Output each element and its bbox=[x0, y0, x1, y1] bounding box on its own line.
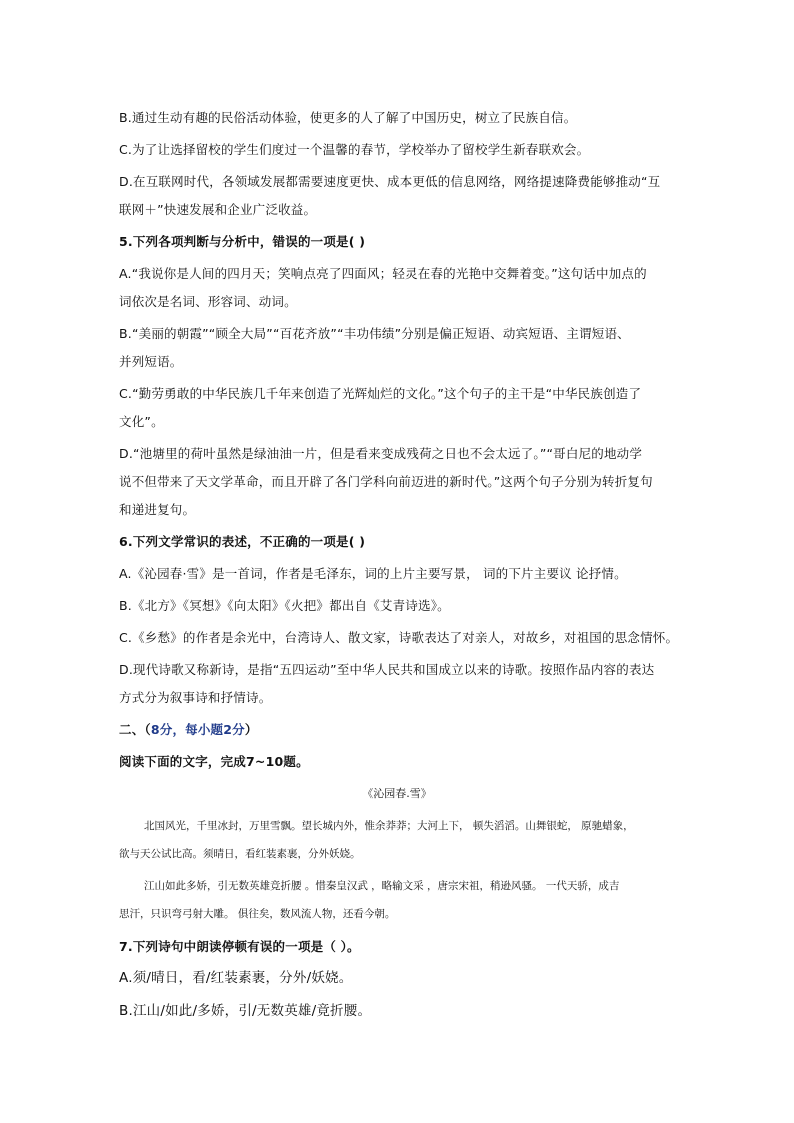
poem-stanza1-line2: 欲与天公试比高。须晴日，看红装素裹，分外妖娆。 bbox=[119, 848, 361, 860]
q5-option-d-line3: 和递进复句。 bbox=[119, 502, 196, 517]
q6-option-a: A.《沁园春·雪》是一首词，作者是毛泽东，词的上片主要写景， 词的下片主要议 论抒情。 bbox=[119, 566, 627, 581]
q5-option-d-line2: 说不但带来了天文学革命，而且开辟了各门学科向前迈进的新时代。”这两个句子分别为转折复句 bbox=[119, 474, 653, 489]
q5-option-c-line1: C.“勤劳勇敢的中华民族几千年来创造了光辉灿烂的文化。”这个句子的主干是“中华民族创造了 bbox=[119, 386, 642, 401]
section-2-score: 8分，每小题2分 bbox=[150, 722, 245, 737]
q4-option-c: C.为了让选择留校的学生们度过一个温馨的春节，学校举办了留校学生新春联欢会。 bbox=[119, 142, 590, 157]
q4-option-d-line1: D.在互联网时代，各领域发展都需要速度更快、成本更低的信息网络，网络提速降费能够推动“互 bbox=[119, 174, 661, 189]
q5-option-b-line1: B.“美丽的朝霞”“顾全大局”“百花齐放”“丰功伟绩”分别是偏正短语、动宾短语、主谓短语、 bbox=[119, 326, 630, 341]
q6-option-d-line1: D.现代诗歌又称新诗，是指“五四运动”至中华人民共和国成立以来的诗歌。按照作品内容的表达 bbox=[119, 662, 655, 677]
q5-stem: 5.下列各项判断与分析中，错误的一项是( ) bbox=[119, 234, 366, 249]
q6-stem: 6.下列文学常识的表述，不正确的一项是( ) bbox=[119, 534, 366, 549]
reading-instruction: 阅读下面的文字，完成7~10题。 bbox=[119, 754, 309, 769]
q6-option-c: C.《乡愁》的作者是余光中，台湾诗人、散文家，诗歌表达了对亲人，对故乡，对祖国的思念情怀。 bbox=[119, 630, 679, 645]
q6-option-b: B.《北方》《冥想》《向太阳》《火把》都出自《艾青诗选》。 bbox=[119, 598, 450, 613]
section-2-suffix: ） bbox=[244, 722, 258, 737]
q4-option-b: B.通过生动有趣的民俗活动体验，使更多的人了解了中国历史，树立了民族自信。 bbox=[119, 110, 577, 125]
poem-stanza2-line2: 思汗，只识弯弓射大雕。 俱往矣，数风流人物，还看今朝。 bbox=[119, 908, 396, 920]
poem-title: 《沁园春.雪》 bbox=[362, 787, 432, 800]
q5-option-b-line2: 并列短语。 bbox=[119, 354, 183, 369]
section-2-heading bbox=[119, 722, 258, 738]
q5-option-c-line2: 文化”。 bbox=[119, 414, 164, 429]
q5-option-a-line1: A.“我说你是人间的四月天；笑响点亮了四面风；轻灵在春的光艳中交舞着变。”这句话中加点的 bbox=[119, 266, 647, 281]
q7-stem: 7.下列诗句中朗读停顿有误的一项是（ ）。 bbox=[119, 939, 360, 954]
q4-option-d-line2: 联网＋”快速发展和企业广泛收益。 bbox=[119, 202, 317, 217]
q6-option-d-line2: 方式分为叙事诗和抒情诗。 bbox=[119, 690, 272, 705]
q5-option-d-line1: D.“池塘里的荷叶虽然是绿油油一片，但是看来变成残荷之日也不会太远了。”“哥白尼的地动学 bbox=[119, 446, 643, 461]
poem-stanza1-line1: 北国风光，千里冰封，万里雪飘。望长城内外，惟余莽莽；大河上下， 顿失滔滔。山舞银蛇， 原驰蜡象， bbox=[144, 820, 634, 832]
section-2-prefix: 二、（ bbox=[119, 722, 151, 737]
poem-stanza2-line1: 江山如此多娇，引无数英雄竞折腰 。惜秦皇汉武 ，略输文采 ，唐宗宋祖，稍逊风骚。 一代天骄，成吉 bbox=[144, 880, 620, 892]
q7-option-b: B.江山/如此/多娇，引/无数英雄/竟折腰。 bbox=[119, 1003, 372, 1019]
q7-option-a: A.须/晴日，看/红装素裹，分外/妖娆。 bbox=[119, 970, 353, 986]
q5-option-a-line2: 词依次是名词、形容词、动词。 bbox=[119, 294, 297, 309]
